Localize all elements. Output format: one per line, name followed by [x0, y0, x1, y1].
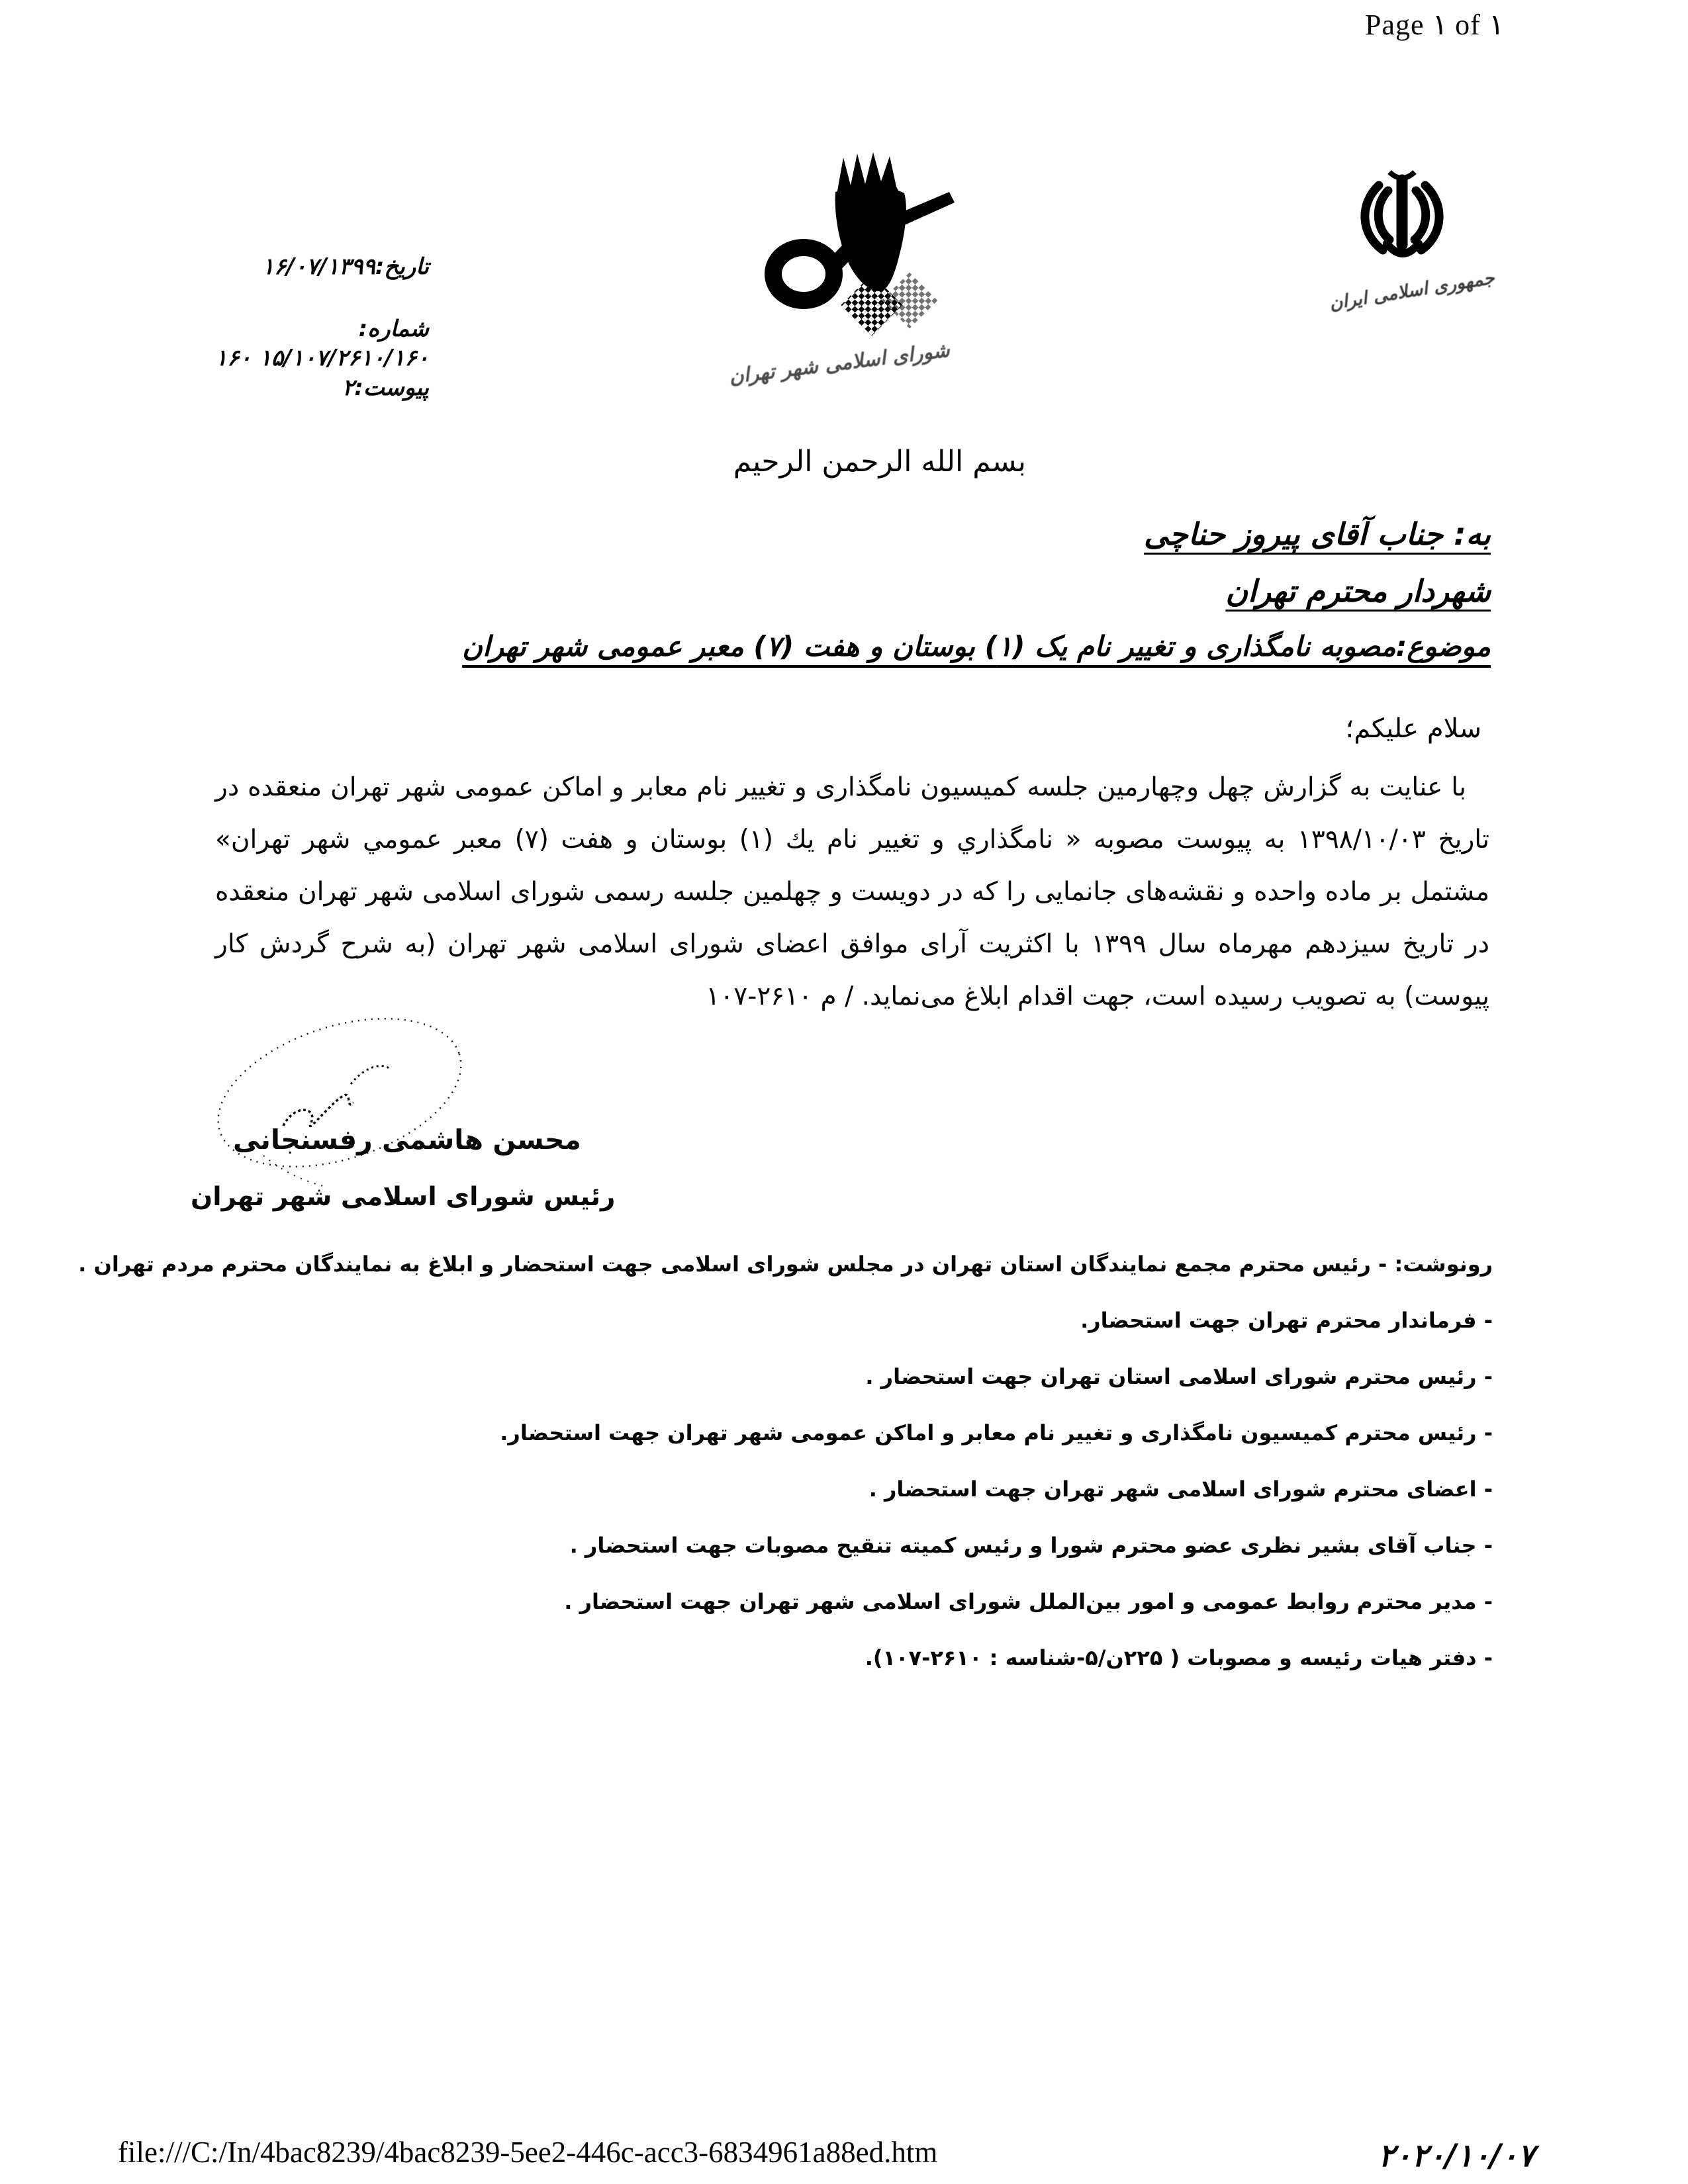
- addressee-name-line: به: جناب آقای پیروز حناچی: [1144, 516, 1491, 552]
- date-value: ۱۶/۰۷/۱۳۹۹: [261, 253, 375, 280]
- letter-date-row: [262, 253, 429, 280]
- iri-emblem-caption: جمهوری اسلامی ایران: [1328, 267, 1496, 314]
- salutation-line: سلام علیکم؛: [1345, 713, 1481, 744]
- cc-line: - مدیر محترم روابط عمومی و امور بین‌الملل شورای اسلامی شهر تهران جهت استحضار .: [564, 1589, 1493, 1614]
- subject-line: موضوع:مصوبه نامگذاری و تغییر نام یک (۱) بوستان و هفت (۷) معبر عمومی شهر تهران: [462, 630, 1491, 662]
- page-number-label: Page ١ of ١: [1365, 9, 1505, 41]
- letter-attachment-row: [342, 375, 429, 401]
- cc-line: رونوشت: - رئیس محترم مجمع نمایندگان استان تهران در مجلس شورای اسلامی جهت استحضار و ابلاغ به نمایندگان محترم مردم تهران .: [78, 1251, 1493, 1277]
- council-logo-caption: شورای اسلامی شهر تهران: [727, 338, 951, 389]
- cc-line: - دفتر هیات رئیسه و مصوبات ( ۲۲۵ن/۵-شناسه : ۲۶۱۰-۱۰۷).: [865, 1645, 1493, 1670]
- attachment-value: ۲: [342, 375, 355, 401]
- signature-scribble-icon: [184, 1003, 502, 1202]
- cc-line: - رئیس محترم کمیسیون نامگذاری و تغییر نام معابر و اماکن عمومی شهر تهران جهت استحضار.: [500, 1420, 1493, 1445]
- bismillah-line: بسم الله الرحمن الرحیم: [733, 445, 1026, 478]
- cc-line: - رئیس محترم شورای اسلامی استان تهران جهت استحضار .: [865, 1364, 1493, 1389]
- letter-number-label: شماره:: [358, 316, 429, 342]
- cc-line: - اعضای محترم شورای اسلامی شهر تهران جهت استحضار .: [868, 1477, 1493, 1502]
- tehran-council-emblem-icon: [740, 151, 959, 349]
- letter-body-paragraph: با عنایت به گزارش چهل وچهارمین جلسه کمیسیون نامگذاری و تغییر نام معابر و اماکن عمومی شهر تهران منعقده در تاریخ ۱۳۹۸/۱۰/۰۳ به پیوست مصوبه « نامگذاري و تغییر نام یك (۱) بوستان و هفت (۷) معبر عمومي شهر تهران» مشتمل بر ماده واحده و نقشه‌های جانمایی را که در دویست و چهلمین جلسه رسمی شورای اسلامی شهر تهران منعقده در تاریخ سیزدهم مهرماه سال ۱۳۹۹ با اکثریت آرای موافق اعضای شورای اسلامی شهر تهران (به شرح گردش کار پیوست) به تصویب رسیده است، جهت اقدام ابلاغ می‌نماید. / م ۲۶۱۰-۱۰۷: [215, 772, 1490, 1011]
- cc-line: - جناب آقای بشیر نظری عضو محترم شورا و رئیس کمیته تنقیح مصوبات جهت استحضار .: [569, 1533, 1493, 1558]
- addressee-title-line: شهردار محترم تهران: [1225, 573, 1491, 609]
- cc-list: [78, 1236, 1493, 1686]
- iri-emblem-icon: [1342, 165, 1462, 278]
- footer-file-url: file:///C:/In/4bac8239/4bac8239-5ee2-446c-acc3-6834961a88ed.htm: [118, 2136, 938, 2169]
- signatory-name: محسن هاشمی رفسنجانی: [233, 1124, 581, 1156]
- cc-line: - فرماندار محترم تهران جهت استحضار.: [1080, 1308, 1493, 1333]
- attachment-label: پیوست:: [354, 375, 429, 401]
- signatory-title: رئیس شورای اسلامی شهر تهران: [191, 1182, 616, 1212]
- footer-print-date: ۲۰۲۰/۱۰/۰۷: [1378, 2138, 1535, 2174]
- letter-number-value: ۱۶۰ ۱۵/۱۰۷/۲۶۱۰/۱۶۰: [214, 345, 429, 371]
- date-label: تاریخ:: [375, 253, 429, 280]
